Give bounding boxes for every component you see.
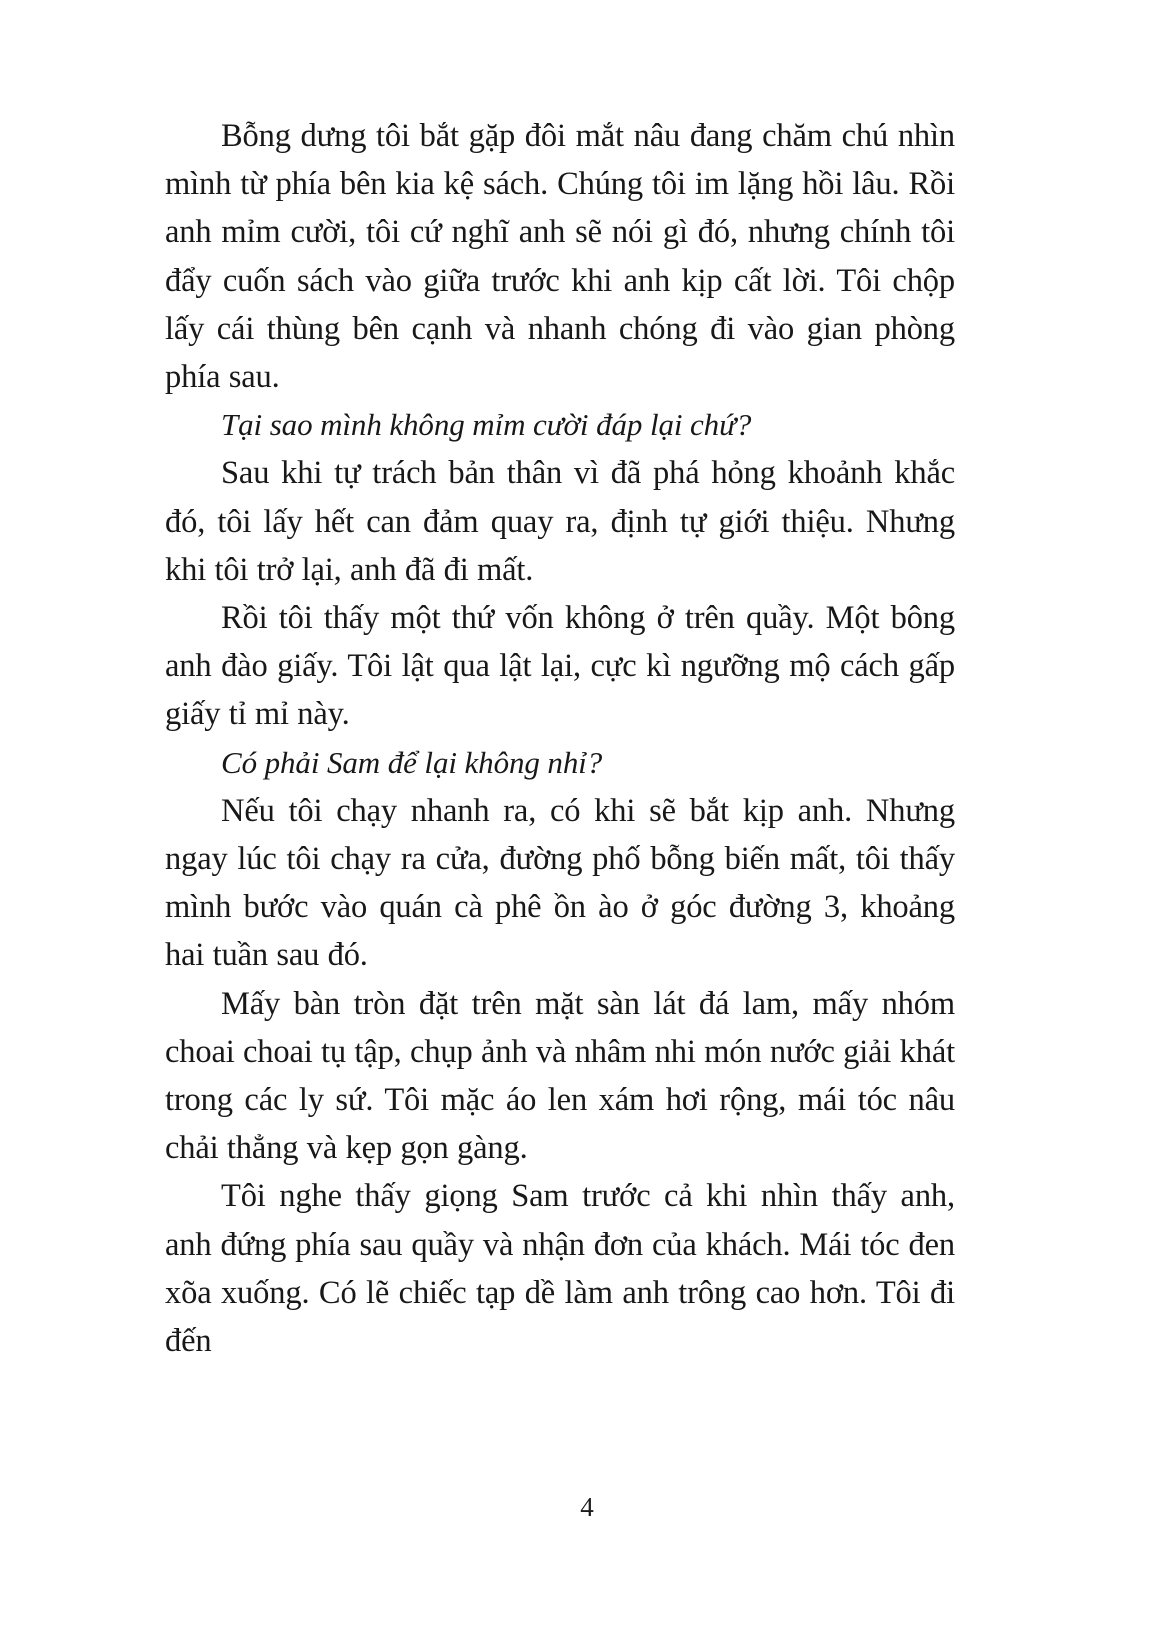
paragraph-1: Bỗng dưng tôi bắt gặp đôi mắt nâu đang chăm chú nhìn mình từ phía bên kia kệ sách. Chúng tôi im lặng hồi lâu. Rồi anh mỉm cười, tôi cứ nghĩ anh sẽ nói gì đó, nhưng chính tôi đẩy cuốn sách vào giữa trước khi anh kịp cất lời. Tôi chộp lấy cái thùng bên cạnh và nhanh chóng đi vào gian phòng phía sau. [165,118,955,396]
paragraph-2: Sau khi tự trách bản thân vì đã phá hỏng khoảnh khắc đó, tôi lấy hết can đảm quay ra, định tự giới thiệu. Nhưng khi tôi trở lại, anh đã đi mất. [165,455,955,588]
page-text-block [165,112,955,1365]
paragraph-3: Rồi tôi thấy một thứ vốn không ở trên quầy. Một bông anh đào giấy. Tôi lật qua lật lại, cực kì ngưỡng mộ cách gấp giấy tỉ mỉ này. [165,600,955,733]
page-number: 4 [580,1492,594,1522]
paragraph-4: Nếu tôi chạy nhanh ra, có khi sẽ bắt kịp anh. Nhưng ngay lúc tôi chạy ra cửa, đường phố bỗng biến mất, tôi thấy mình bước vào quán cà phê ồn ào ở góc đường 3, khoảng hai tuần sau đó. [165,792,955,974]
paragraph-6: Tôi nghe thấy giọng Sam trước cả khi nhìn thấy anh, anh đứng phía sau quầy và nhận đơn của khách. Mái tóc đen xõa xuống. Có lẽ chiếc tạp dề làm anh trông cao hơn. Tôi đi đến [165,1178,955,1360]
paragraph-5: Mấy bàn tròn đặt trên mặt sàn lát đá lam, mấy nhóm choai choai tụ tập, chụp ảnh và nhâm nhi món nước giải khát trong các ly sứ. Tôi mặc áo len xám hơi rộng, mái tóc nâu chải thẳng và kẹp gọn gàng. [165,985,955,1167]
inner-thought-2: Có phải Sam để lại không nhỉ? [221,744,603,780]
inner-thought-1: Tại sao mình không mỉm cười đáp lại chứ? [221,407,752,443]
